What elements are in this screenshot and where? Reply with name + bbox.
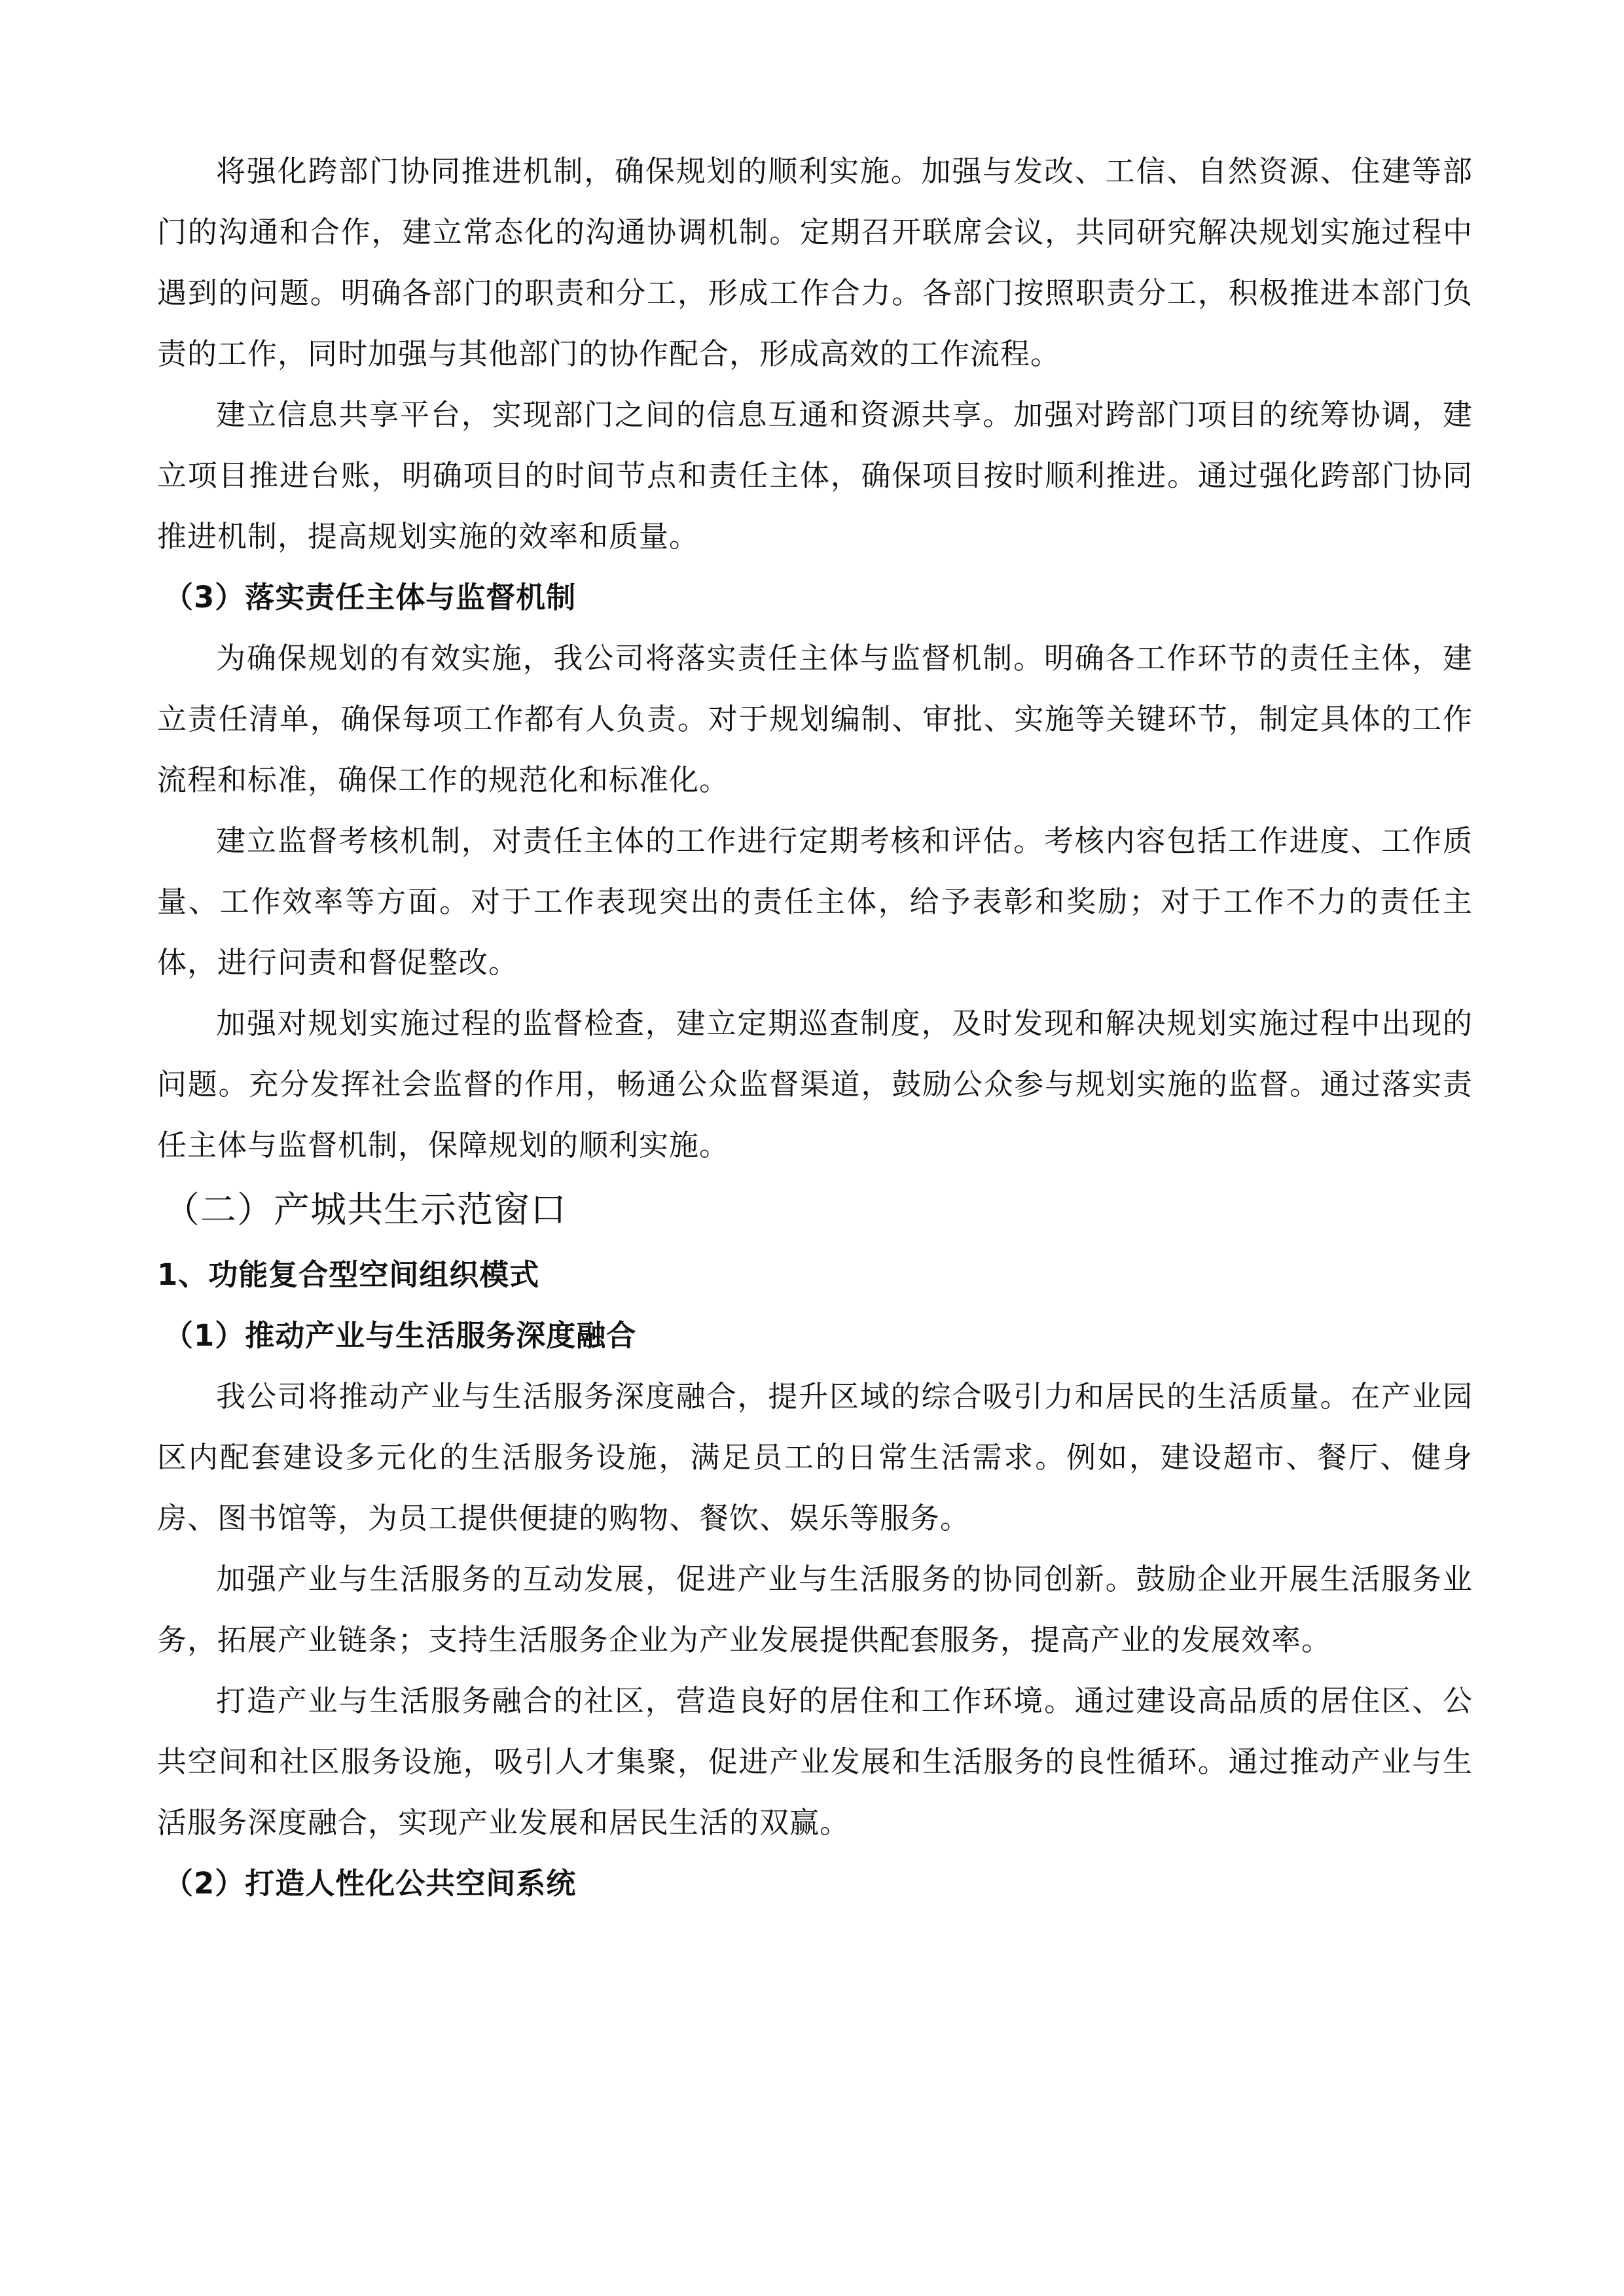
paragraph: 加强产业与生活服务的互动发展，促进产业与生活服务的协同创新。鼓励企业开展生活服务业务，拓展产业链条；支持生活服务企业为产业发展提供配套服务，提高产业的发展效率。 (157, 1562, 1473, 1657)
document-body (157, 141, 1473, 1914)
paragraph: 将强化跨部门协同推进机制，确保规划的顺利实施。加强与发改、工信、自然资源、住建等部门的沟通和合作，建立常态化的沟通协调机制。定期召开联席会议，共同研究解决规划实施过程中遇到的问题。明确各部门的职责和分工，形成工作合力。各部门按照职责分工，积极推进本部门负责的工作，同时加强与其他部门的协作配合，形成高效的工作流程。 (157, 154, 1473, 371)
subsection-heading: （1）推动产业与生活服务深度融合 (164, 1318, 637, 1353)
paragraph: 建立信息共享平台，实现部门之间的信息互通和资源共享。加强对跨部门项目的统筹协调，建立项目推进台账，明确项目的时间节点和责任主体，确保项目按时顺利推进。通过强化跨部门协同推进机制，提高规划实施的效率和质量。 (157, 397, 1473, 554)
section-heading: （二）产城共生示范窗口 (164, 1189, 568, 1230)
subsection-heading: （3）落实责任主体与监督机制 (164, 580, 577, 615)
paragraph: 打造产业与生活服务融合的社区，营造良好的居住和工作环境。通过建设高品质的居住区、公共空间和社区服务设施，吸引人才集聚，促进产业发展和生活服务的良性循环。通过推动产业与生活服务深度融合，实现产业发展和居民生活的双赢。 (157, 1683, 1473, 1840)
paragraph: 为确保规划的有效实施，我公司将落实责任主体与监督机制。明确各工作环节的责任主体，建立责任清单，确保每项工作都有人负责。对于规划编制、审批、实施等关键环节，制定具体的工作流程和标准，确保工作的规范化和标准化。 (157, 641, 1473, 797)
subsection-heading: （2）打造人性化公共空间系统 (164, 1866, 577, 1901)
paragraph: 我公司将推动产业与生活服务深度融合，提升区域的综合吸引力和居民的生活质量。在产业园区内配套建设多元化的生活服务设施，满足员工的日常生活需求。例如，建设超市、餐厅、健身房、图书馆等，为员工提供便捷的购物、餐饮、娱乐等服务。 (157, 1379, 1473, 1535)
paragraph: 加强对规划实施过程的监督检查，建立定期巡查制度，及时发现和解决规划实施过程中出现的问题。充分发挥社会监督的作用，畅通公众监督渠道，鼓励公众参与规划实施的监督。通过落实责任主体与监督机制，保障规划的顺利实施。 (157, 1006, 1473, 1162)
topic-heading: 1、功能复合型空间组织模式 (157, 1257, 540, 1292)
paragraph: 建立监督考核机制，对责任主体的工作进行定期考核和评估。考核内容包括工作进度、工作质量、工作效率等方面。对于工作表现突出的责任主体，给予表彰和奖励；对于工作不力的责任主体，进行问责和督促整改。 (157, 823, 1473, 980)
